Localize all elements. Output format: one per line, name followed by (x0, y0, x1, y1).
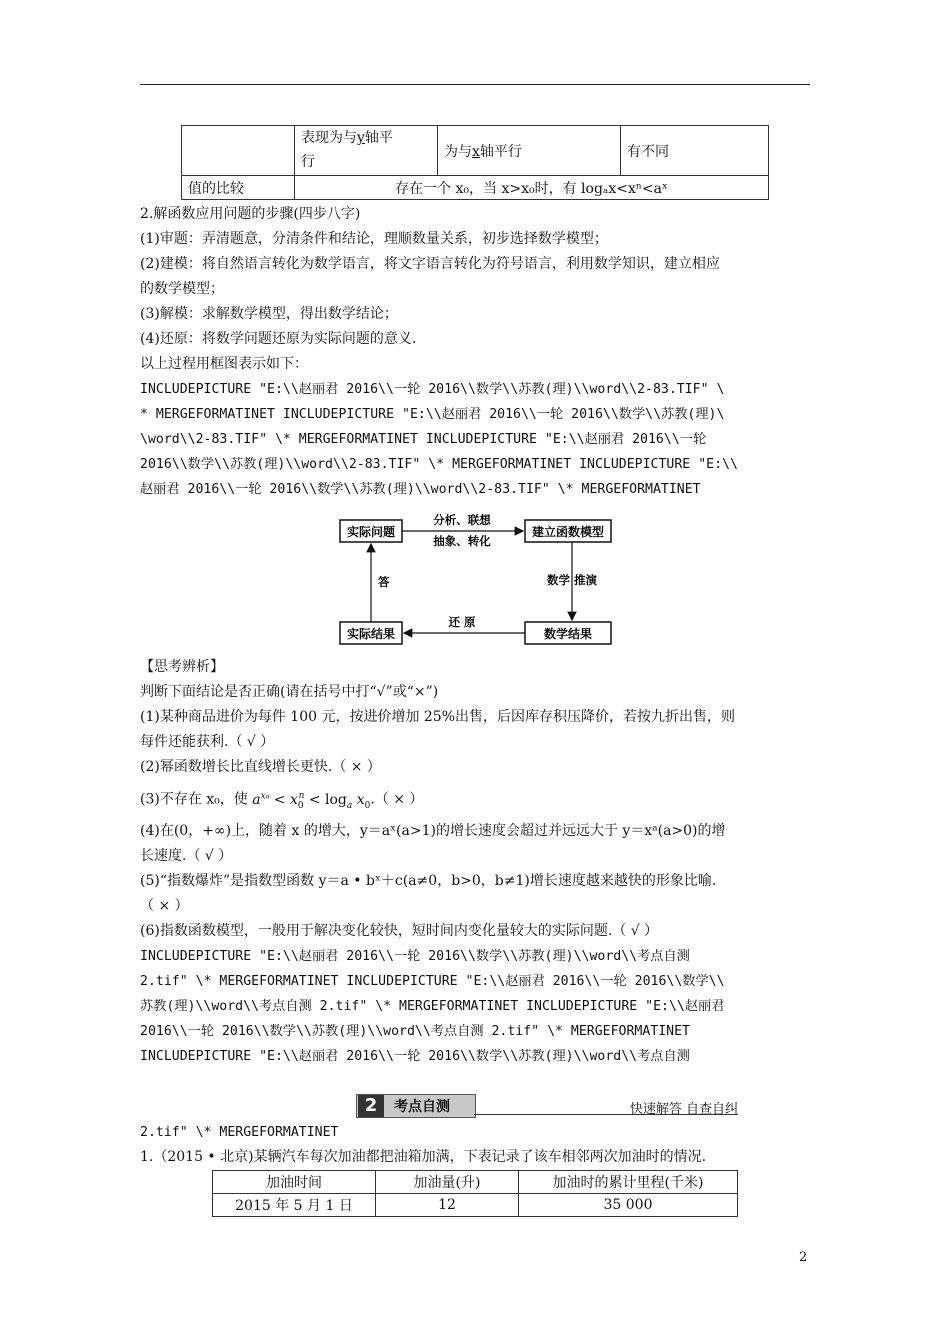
arrow-left-label: 答 (378, 575, 390, 589)
arrow-bottom-label: 还 原 (448, 615, 476, 629)
table-cell: 表现为与y轴平 行 (295, 126, 438, 176)
header-rule (140, 84, 810, 85)
flowchart (330, 508, 620, 650)
banner-right-text: 快速解答 自查自纠 (629, 1102, 738, 1117)
box-function-model-label: 建立函数模型 (531, 525, 605, 539)
table-cell: 12 (376, 1194, 519, 1217)
field-code-line: 2016\\一轮 2016\\数学\\苏教(理)\\word\\考点自测 2.tif" \* MERGEFORMATINET (140, 1024, 690, 1039)
field-code-line: INCLUDEPICTURE "E:\\赵丽君 2016\\一轮 2016\\数学\\苏教(理)\\word\\考点自测 (140, 1049, 690, 1064)
table-header: 加油量(升) (376, 1171, 519, 1194)
question-text: (5)“指数爆炸”是指数型函数 y＝a • bˣ＋c(a≠0，b>0，b≠1)增长速度越来越快的形象比喻. (140, 873, 717, 889)
table-header: 加油时的累计里程(千米) (519, 1171, 738, 1194)
question-text: 每件还能获利.（ √ ） (140, 734, 275, 750)
step-text: (1)审题：弄清题意，分清条件和结论，理顺数量关系，初步选择数学模型； (140, 231, 608, 247)
step-text: (3)解模：求解数学模型，得出数学结论； (140, 306, 398, 322)
thinking-heading: 【思考辨析】 (140, 659, 224, 675)
question-text: (6)指数函数模型，一般用于解决变化较快，短时间内变化量较大的实际问题.（ √ ） (140, 923, 659, 939)
fuel-table (212, 1170, 738, 1217)
question-text: (2)幂函数增长比直线增长更快.（ × ） (140, 759, 381, 775)
page-number: 2 (799, 1250, 808, 1265)
table-cell (182, 126, 295, 176)
table-cell: 2015 年 5 月 1 日 (213, 1194, 376, 1217)
step-text: (4)还原：将数学问题还原为实际问题的意义. (140, 331, 417, 347)
comparison-table (181, 125, 769, 200)
field-code-line: * MERGEFORMATINET INCLUDEPICTURE "E:\\赵丽君 2016\\一轮 2016\\数学\\苏教(理)\ (140, 407, 725, 422)
section-title: 2.解函数应用问题的步骤(四步八字) (140, 206, 361, 222)
problem-text: 1.（2015 • 北京)某辆汽车每次加油都把油箱加满，下表记录了该车相邻两次加油时的情况. (140, 1149, 707, 1165)
field-code-line: 2016\\数学\\苏教(理)\\word\\2-83.TIF" \* MERGEFORMATINET INCLUDEPICTURE "E:\\ (140, 457, 738, 472)
inequality-formula: $a^{x_0} < x_0^n < \log_a x_0$ (252, 791, 371, 811)
question-text: (4)在(0，+∞)上，随着 x 的增大，y＝aˣ(a>1)的增长速度会超过并远远大于 y＝xᵃ(a>0)的增 (140, 823, 726, 839)
field-code-line: INCLUDEPICTURE "E:\\赵丽君 2016\\一轮 2016\\数学\\苏教(理)\\word\\考点自测 (140, 949, 690, 964)
question-text: （ × ） (140, 898, 189, 914)
question-text: (1)某种商品进价为每件 100 元，按进价增加 25%出售，后因库存积压降价，若按九折出售，则 (140, 709, 736, 725)
field-code-line: 2.tif" \* MERGEFORMATINET INCLUDEPICTURE "E:\\赵丽君 2016\\一轮 2016\\数学\\ (140, 974, 725, 989)
arrow-right-label: 数学 推演 (546, 573, 598, 587)
box-math-result-label: 数学结果 (543, 627, 593, 641)
field-code-line: 赵丽君 2016\\一轮 2016\\数学\\苏教(理)\\word\\2-83.TIF" \* MERGEFORMATINET (140, 482, 701, 497)
table-header: 加油时间 (213, 1171, 376, 1194)
box-real-problem-label: 实际问题 (346, 525, 396, 539)
table-cell: 为与x轴平行 (438, 126, 621, 176)
box-real-result-label: 实际结果 (346, 627, 396, 641)
field-code-line: 2.tif" \* MERGEFORMATINET (140, 1125, 339, 1140)
step-text: (2)建模：将自然语言转化为数学语言，将文字语言转化为符号语言，利用数学知识，建立相应 (140, 256, 720, 272)
question-text: (3)不存在 x₀，使 $a^{x_0} < x_0^n < \log_a x_0$.（ × ） (140, 791, 424, 811)
table-cell: 有不同 (621, 126, 769, 176)
question-text: 长速度.（ √ ） (140, 848, 233, 864)
field-code-line: \word\\2-83.TIF" \* MERGEFORMATINET INCLUDEPICTURE "E:\\赵丽君 2016\\一轮 (140, 432, 707, 447)
table-cell: 35 000 (519, 1194, 738, 1217)
field-code-line: INCLUDEPICTURE "E:\\赵丽君 2016\\一轮 2016\\数学\\苏教(理)\\word\\2-83.TIF" \ (140, 382, 725, 397)
table-cell: 存在一个 x₀，当 x>x₀时，有 logₐx<xⁿ<aˣ (295, 176, 769, 200)
flow-intro: 以上过程用框图表示如下： (140, 356, 308, 372)
banner-number: 2 (358, 1095, 384, 1117)
arrow-top-label-1: 分析、联想 (433, 513, 491, 527)
step-text: 的数学模型； (140, 281, 224, 297)
banner-title: 考点自测 (394, 1099, 450, 1115)
table-cell: 值的比较 (182, 176, 295, 200)
field-code-line: 苏教(理)\\word\\考点自测 2.tif" \* MERGEFORMATINET INCLUDEPICTURE "E:\\赵丽君 (140, 999, 725, 1014)
thinking-intro: 判断下面结论是否正确(请在括号中打“√”或“×”) (140, 684, 439, 700)
section-banner (356, 1094, 738, 1118)
arrow-top-label-2: 抽象、转化 (433, 534, 491, 548)
